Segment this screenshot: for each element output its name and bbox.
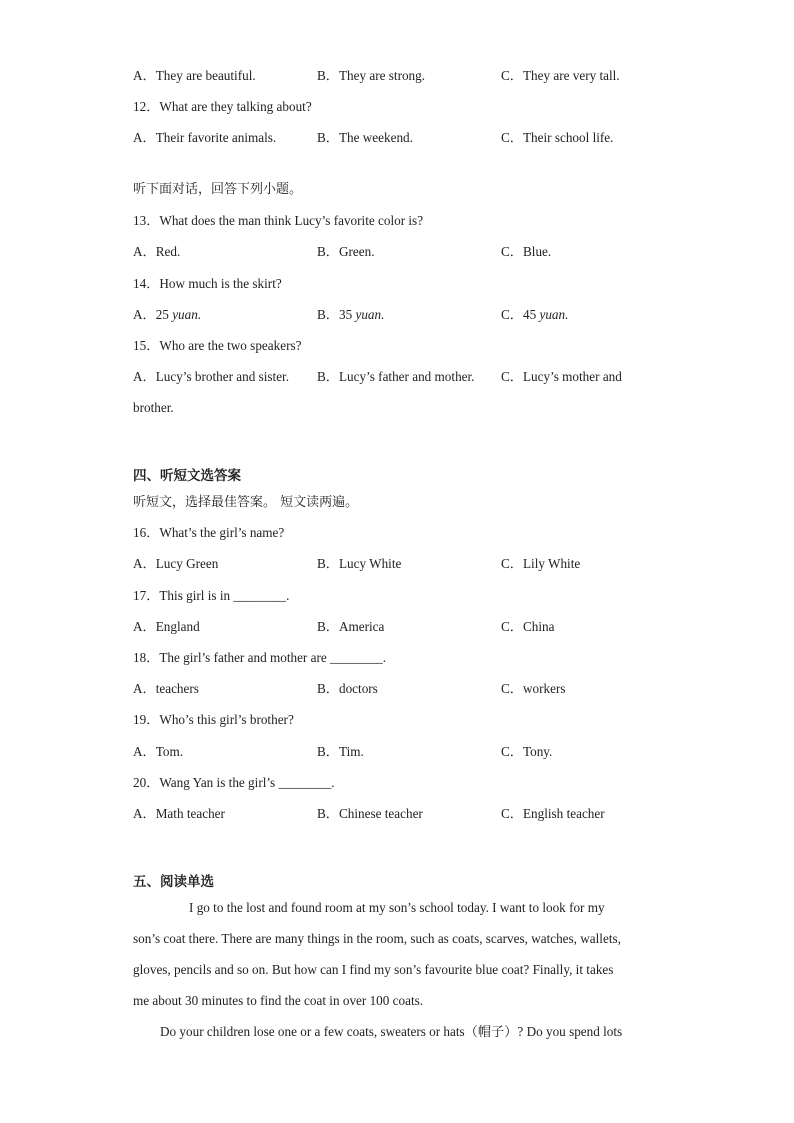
q14-option-a [133,306,201,324]
section4-title: 四、听短文选答案 [133,468,241,484]
q20-option-c: C．English teacher [501,806,605,821]
q19-option-c: C．Tony. [501,744,553,759]
q14-option-a-unit: yuan. [172,307,202,322]
section5-title: 五、阅读单选 [133,874,214,890]
passage-line-1: I go to the lost and found room at my son’s school today. I want to look for my [189,900,605,915]
q12-option-a: A．Their favorite animals. [133,130,277,145]
q18-option-a: A．teachers [133,681,199,696]
q20-option-a: A．Math teacher [133,806,225,821]
q15-option-c-continued: brother. [133,400,174,415]
q14-stem: 14．How much is the skirt? [133,276,282,291]
q11-option-a: A．They are beautiful. [133,68,256,83]
q14-option-b-text: B．35 [317,307,356,322]
q12-option-b: B．The weekend. [317,130,413,145]
q14-option-a-text: A．25 [133,307,173,322]
passage-line-2: son’s coat there. There are many things in the room, such as coats, scarves, watches, wallets, [133,931,621,946]
q16-stem: 16．What’s the girl’s name? [133,525,285,540]
q14-option-b-unit: yuan. [355,307,385,322]
q17-stem: 17．This girl is in ________. [133,588,290,603]
q14-option-c [501,306,568,324]
q13-stem: 13．What does the man think Lucy’s favorite color is? [133,213,424,228]
q18-stem: 18．The girl’s father and mother are ________. [133,650,387,665]
q17-option-a: A．England [133,619,200,634]
q14-option-b [317,306,384,324]
q18-option-c: C．workers [501,681,566,696]
section4-instruction: 听短文，选择最佳答案。 短文读两遍。 [133,495,359,510]
q12-option-c: C．Their school life. [501,130,614,145]
q16-option-b: B．Lucy White [317,556,402,571]
q17-option-b: B．America [317,619,385,634]
q16-option-a: A．Lucy Green [133,556,219,571]
q13-option-c: C．Blue. [501,244,552,259]
q16-option-c: C．Lily White [501,556,581,571]
q14-option-c-unit: yuan. [539,307,569,322]
q15-option-b: B．Lucy’s father and mother. [317,369,475,384]
q13-option-a: A．Red. [133,244,181,259]
q18-option-b: B．doctors [317,681,378,696]
q17-option-c: C．China [501,619,555,634]
q19-option-b: B．Tim. [317,744,364,759]
passage-line-5: Do your children lose one or a few coats, sweaters or hats（帽子）? Do you spend lots [160,1024,623,1039]
q20-option-b: B．Chinese teacher [317,806,423,821]
q19-stem: 19．Who’s this girl’s brother? [133,712,294,727]
q13-option-b: B．Green. [317,244,375,259]
q15-option-c: C．Lucy’s mother and [501,369,622,384]
passage-line-3: gloves, pencils and so on. But how can I find my son’s favourite blue coat? Finally, it takes [133,962,614,977]
q11-option-b: B．They are strong. [317,68,426,83]
passage-line-4: me about 30 minutes to find the coat in over 100 coats. [133,993,424,1008]
q19-option-a: A．Tom. [133,744,183,759]
q11-option-c: C．They are very tall. [501,68,620,83]
q12-stem: 12．What are they talking about? [133,99,312,114]
dialog-instruction: 听下面对话，回答下列小题。 [133,182,303,197]
q14-option-c-text: C．45 [501,307,540,322]
q20-stem: 20．Wang Yan is the girl’s ________. [133,775,335,790]
q15-stem: 15．Who are the two speakers? [133,338,302,353]
q15-option-a: A．Lucy’s brother and sister. [133,369,290,384]
